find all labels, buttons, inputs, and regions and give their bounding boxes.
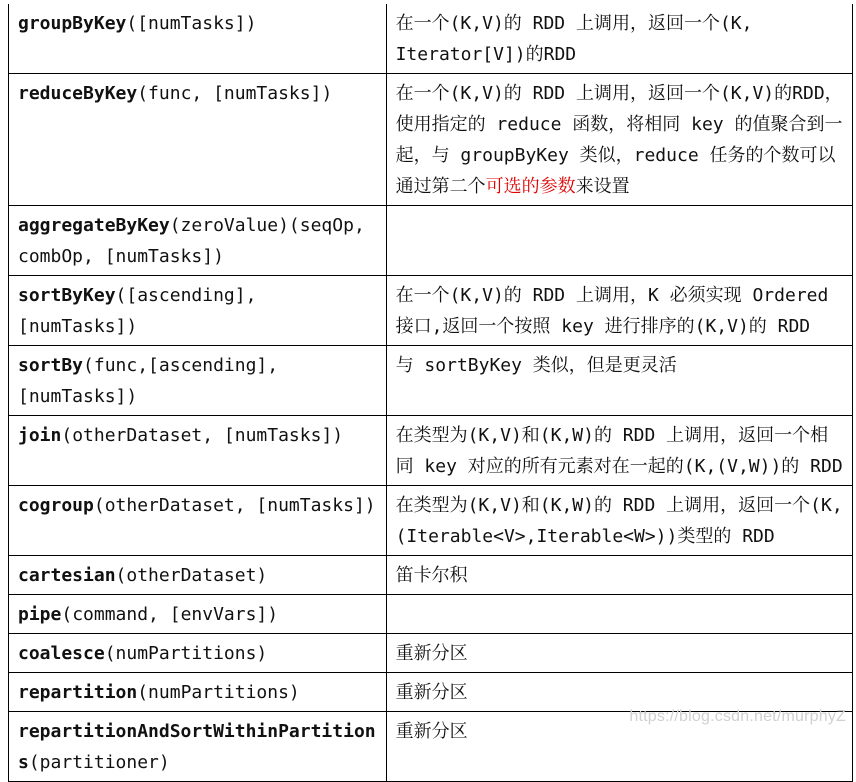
- description-cell: 重新分区: [386, 634, 852, 673]
- method-name: reduceByKey: [18, 83, 138, 104]
- method-cell: [9, 4, 387, 74]
- method-cell: [9, 74, 387, 206]
- description-cell: [386, 206, 852, 276]
- table-row: [9, 556, 853, 595]
- method-name: groupByKey: [18, 13, 127, 34]
- method-args: ([numTasks]): [126, 13, 257, 34]
- description-cell: 在类型为(K,V)和(K,W)的 RDD 上调用，返回一个(K,(Iterable<V>,Iterable<W>))类型的 RDD: [386, 486, 852, 556]
- method-args: (partitioner): [28, 752, 170, 773]
- highlighted-text: 可选的参数: [485, 176, 576, 197]
- method-args: (command, [envVars]): [61, 604, 279, 625]
- description-cell: [386, 74, 852, 206]
- description-cell: 在类型为(K,V)和(K,W)的 RDD 上调用，返回一个相同 key 对应的所有元素对在一起的(K,(V,W))的 RDD: [386, 416, 852, 486]
- table-row: [9, 595, 853, 634]
- method-args: (otherDataset): [115, 565, 268, 586]
- method-name: cogroup: [18, 495, 94, 516]
- description-cell: 与 sortByKey 类似，但是更灵活: [386, 346, 852, 416]
- table-row: [9, 416, 853, 486]
- method-cell: [9, 416, 387, 486]
- description-cell: [386, 595, 852, 634]
- method-name: sortByKey: [18, 285, 116, 306]
- table-row: [9, 634, 853, 673]
- method-args: ([ascending], [numTasks]): [18, 285, 257, 337]
- table-row: [9, 4, 853, 74]
- watermark: https://blog.csdn.net/murphyZ: [629, 708, 846, 725]
- method-cell: [9, 346, 387, 416]
- method-args: (otherDataset, [numTasks]): [93, 495, 376, 516]
- description-text: 来设置: [575, 176, 630, 197]
- method-cell: [9, 206, 387, 276]
- method-cell: [9, 486, 387, 556]
- description-cell: 笛卡尔积: [386, 556, 852, 595]
- method-cell: [9, 712, 387, 782]
- description-cell: 重新分区: [386, 712, 852, 782]
- method-cell: [9, 595, 387, 634]
- method-args: (numPartitions): [137, 682, 300, 703]
- method-name: sortBy: [18, 355, 84, 376]
- method-name: cartesian: [18, 565, 116, 586]
- method-args: (func, [numTasks]): [137, 83, 333, 104]
- description-text: 在一个(K,V)的 RDD 上调用，返回一个(K,V)的RDD，使用指定的 reduce 函数，将相同 key 的值聚合到一起，与 groupByKey 类似，reduce 任务的个数可以通过第二个: [395, 83, 843, 197]
- rdd-transformations-table: [8, 4, 853, 782]
- table-row: [9, 346, 853, 416]
- method-name: join: [18, 425, 62, 446]
- method-cell: [9, 673, 387, 712]
- table-row: [9, 276, 853, 346]
- method-name: pipe: [18, 604, 62, 625]
- method-name: repartitionAndSortWithinPartitions: [18, 721, 376, 773]
- method-name: repartition: [18, 682, 138, 703]
- table-row: [9, 206, 853, 276]
- description-cell: 重新分区: [386, 673, 852, 712]
- table-row: [9, 673, 853, 712]
- method-args: (zeroValue)(seqOp, combOp, [numTasks]): [18, 215, 365, 267]
- method-cell: [9, 556, 387, 595]
- method-args: (otherDataset, [numTasks]): [61, 425, 344, 446]
- method-cell: [9, 276, 387, 346]
- method-cell: [9, 634, 387, 673]
- description-cell: 在一个(K,V)的 RDD 上调用，返回一个(K, Iterator[V])的RDD: [386, 4, 852, 74]
- table-row: [9, 74, 853, 206]
- method-name: coalesce: [18, 643, 105, 664]
- method-name: aggregateByKey: [18, 215, 170, 236]
- method-args: (numPartitions): [104, 643, 268, 664]
- description-cell: 在一个(K,V)的 RDD 上调用，K 必须实现 Ordered 接口,返回一个按照 key 进行排序的(K,V)的 RDD: [386, 276, 852, 346]
- method-args: (func,[ascending], [numTasks]): [18, 355, 279, 407]
- table-row: [9, 486, 853, 556]
